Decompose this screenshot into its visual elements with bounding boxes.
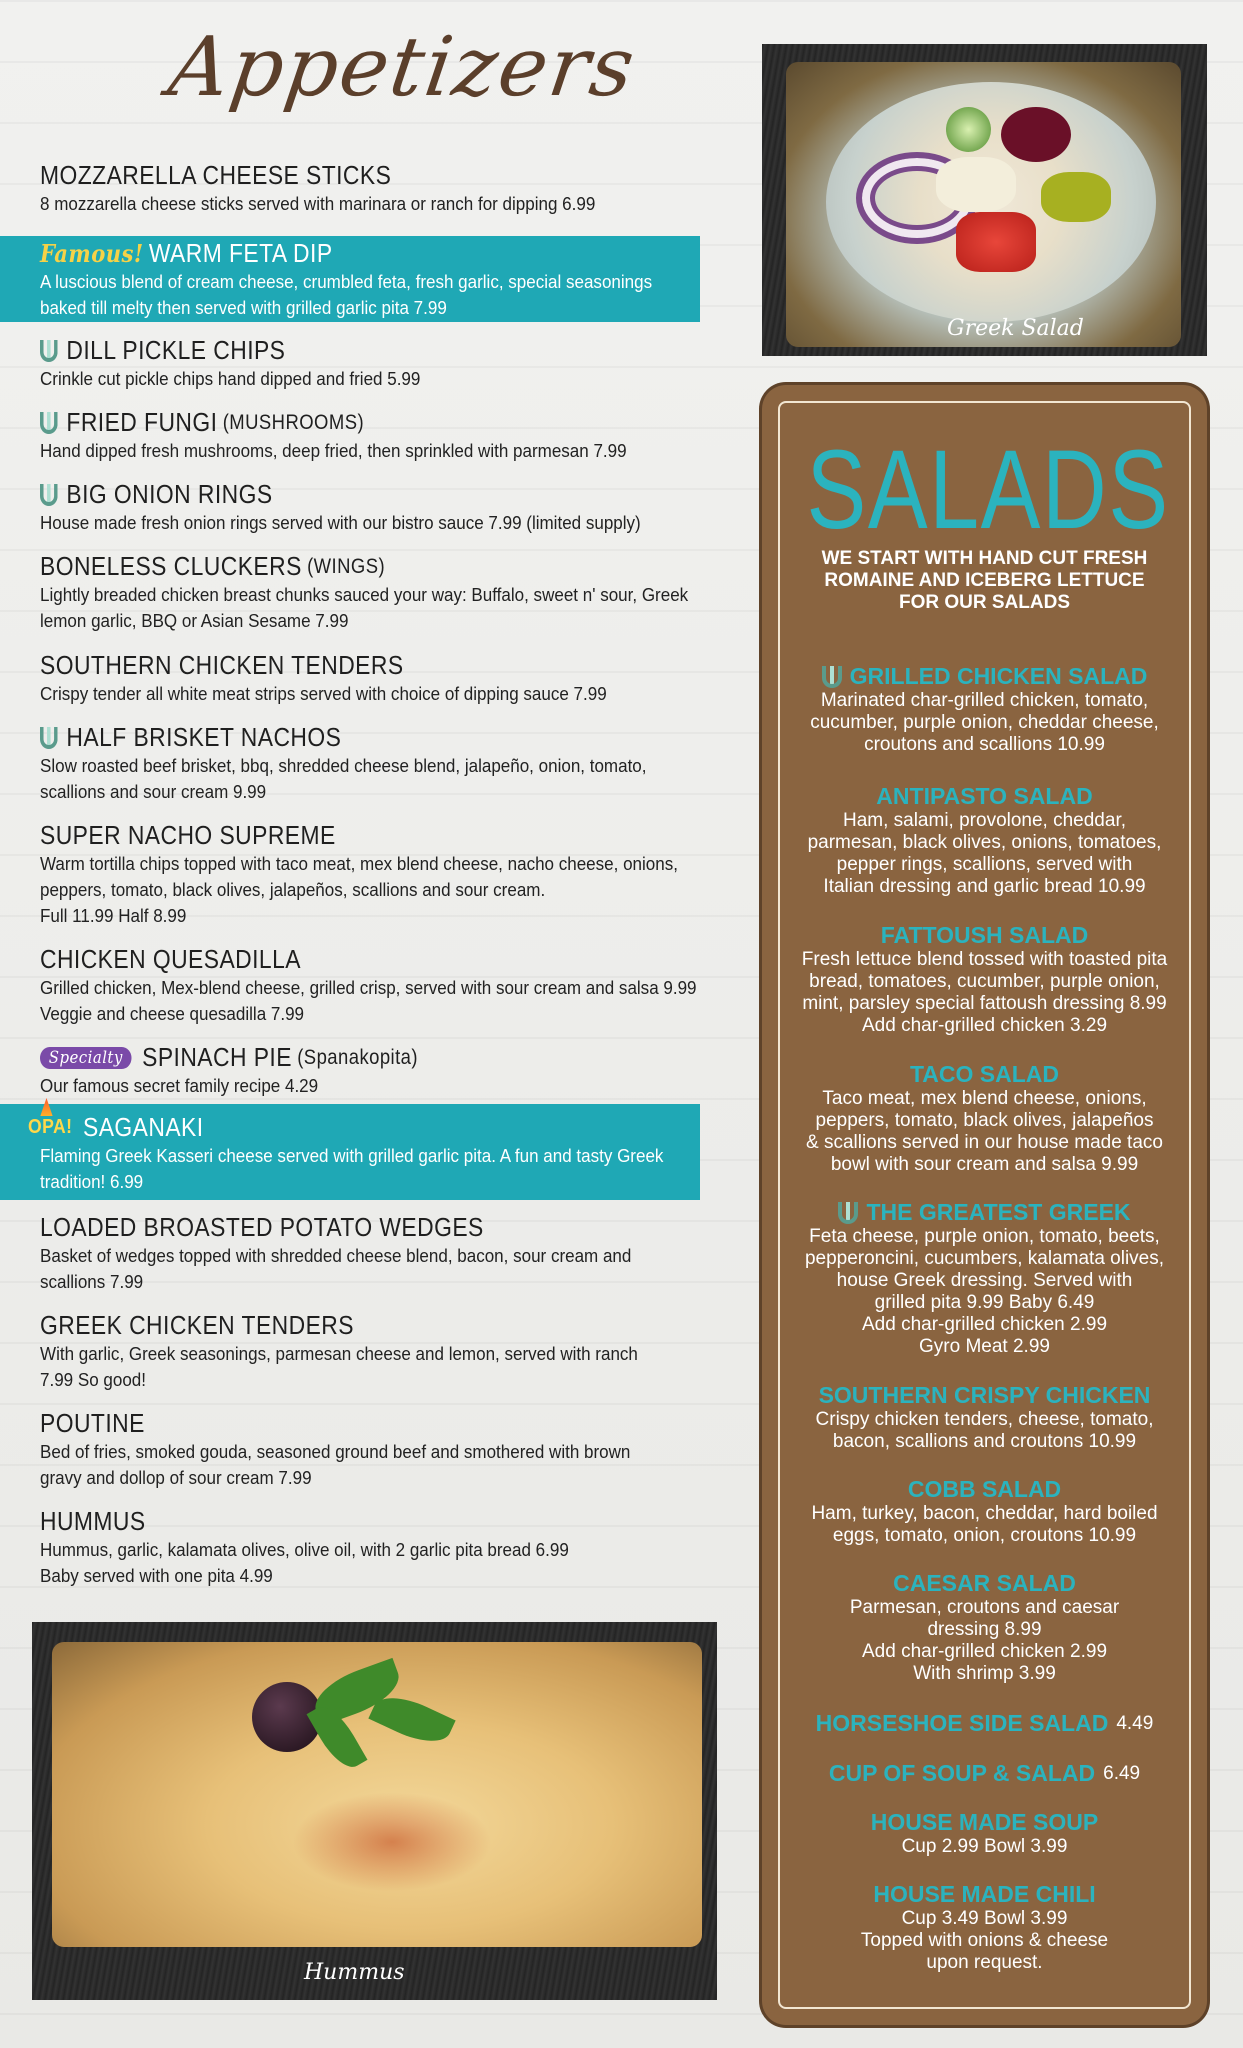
item-name: HUMMUS <box>40 1506 146 1536</box>
salad-name: COBB SALAD <box>907 1476 1062 1502</box>
item-name: SPINACH PIE <box>142 1042 292 1072</box>
menu-item <box>40 1212 720 1295</box>
menu-item <box>40 820 720 929</box>
opa-badge: OPA! <box>28 1116 73 1138</box>
salad-name: HORSESHOE SIDE SALAD <box>815 1710 1109 1736</box>
horseshoe-icon <box>40 340 58 362</box>
item-name: BONELESS CLUCKERS <box>40 551 302 581</box>
item-name: SAGANAKI <box>83 1112 204 1142</box>
horseshoe-icon <box>838 1202 858 1224</box>
item-desc-extra: Baby served with one pita 4.99 <box>40 1565 273 1586</box>
menu-item <box>28 1112 708 1195</box>
hummus-photo-frame <box>32 1622 717 2000</box>
menu-item <box>40 1042 720 1099</box>
salad-price: 6.49 <box>1103 1762 1141 1784</box>
salad-name: SOUTHERN CRISPY CHICKEN <box>818 1382 1151 1408</box>
item-desc: Lightly breaded chicken breast chunks sauced your way: Buffalo, sweet n' sour, Greek lemon garlic, BBQ or Asian Sesame 7.99 <box>40 584 689 631</box>
item-name: SUPER NACHO SUPREME <box>40 820 336 850</box>
item-desc: Grilled chicken, Mex-blend cheese, grilled crisp, served with sour cream and salsa 9.99 Veggie and cheese quesadilla 7.99 <box>40 977 697 1024</box>
menu-item <box>40 160 720 217</box>
horseshoe-icon <box>40 484 58 506</box>
item-name: POUTINE <box>40 1408 145 1438</box>
salad-item: CAESAR SALAD Parmesan, croutons and caesar dressing 8.99 Add char-grilled chicken 2.99 With shrimp 3.99 <box>762 1570 1207 1685</box>
item-desc: Warm tortilla chips topped with taco meat, mex blend cheese, nacho cheese, onions, peppers, tomato, black olives, jalapeños, scallions and sour cream. <box>40 853 678 900</box>
menu-item <box>40 1408 720 1491</box>
menu-item <box>40 238 720 321</box>
menu-item <box>40 650 720 707</box>
menu-item <box>40 944 720 1027</box>
menu-item <box>40 551 720 634</box>
item-desc: House made fresh onion rings served with our bistro sauce 7.99 (limited supply) <box>40 512 641 533</box>
item-desc: Hand dipped fresh mushrooms, deep fried, then sprinkled with parmesan 7.99 <box>40 440 627 461</box>
greek-salad-image <box>786 62 1181 347</box>
menu-item <box>40 479 720 536</box>
item-desc: Crinkle cut pickle chips hand dipped and fried 5.99 <box>40 368 421 389</box>
salad-name: ANTIPASTO SALAD <box>876 783 1093 809</box>
item-desc: Slow roasted beef brisket, bbq, shredded cheese blend, jalapeño, onion, tomato, scallions and sour cream 9.99 <box>40 755 647 802</box>
item-name: MOZZARELLA CHEESE STICKS <box>40 160 392 190</box>
salads-title: SALADS <box>806 427 1170 552</box>
salad-item: TACO SALAD Taco meat, mex blend cheese, onions, peppers, tomato, black olives, jalapeños & scallions served in our house made taco bowl with sour cream and salsa 9.99 <box>762 1061 1207 1176</box>
salad-item: SOUTHERN CRISPY CHICKEN Crispy chicken tenders, cheese, tomato, bacon, scallions and croutons 10.99 <box>762 1382 1207 1453</box>
item-name: GREEK CHICKEN TENDERS <box>40 1310 354 1340</box>
item-name: CHICKEN QUESADILLA <box>40 944 301 974</box>
item-desc: Bed of fries, smoked gouda, seasoned ground beef and smothered with brown gravy and dollop of sour cream 7.99 <box>40 1441 631 1488</box>
appetizers-heading: Appetizers <box>163 20 642 115</box>
salad-name: CUP OF SOUP & SALAD <box>828 1760 1096 1786</box>
salad-name: TACO SALAD <box>909 1061 1060 1087</box>
item-desc: Our famous secret family recipe 4.29 <box>40 1075 319 1096</box>
salad-name: FATTOUSH SALAD <box>880 922 1089 948</box>
item-name-suffix: (Spanakopita) <box>297 1045 418 1069</box>
item-desc: Crispy tender all white meat strips served with choice of dipping sauce 7.99 <box>40 683 607 704</box>
item-name: LOADED BROASTED POTATO WEDGES <box>40 1212 484 1242</box>
salads-intro: WE START WITH HAND CUT FRESH ROMAINE AND ICEBERG LETTUCE FOR OUR SALADS <box>821 548 1148 613</box>
salad-price: 4.49 <box>1116 1712 1154 1734</box>
greek-salad-photo-frame <box>762 44 1207 356</box>
item-name: DILL PICKLE CHIPS <box>66 335 286 365</box>
menu-item <box>40 1310 720 1393</box>
hummus-image <box>52 1642 702 1947</box>
item-name-suffix: (WINGS) <box>307 554 386 578</box>
menu-item <box>40 1506 720 1589</box>
salad-name: CAESAR SALAD <box>893 1570 1076 1596</box>
item-desc: With garlic, Greek seasonings, parmesan cheese and lemon, served with ranch 7.99 So good! <box>40 1343 638 1390</box>
salad-name: THE GREATEST GREEK <box>866 1199 1131 1225</box>
item-desc: A luscious blend of cream cheese, crumbled feta, fresh garlic, special seasonings baked till melty then served with grilled garlic pita 7.99 <box>40 271 653 318</box>
salad-name: HOUSE MADE SOUP <box>870 1809 1099 1835</box>
salad-item <box>762 1710 1207 1737</box>
item-desc: Flaming Greek Kasseri cheese served with grilled garlic pita. A fun and tasty Greek tradition! 6.99 <box>40 1145 664 1192</box>
salad-name: HOUSE MADE CHILI <box>873 1881 1096 1907</box>
salad-item: THE GREATEST GREEK Feta cheese, purple onion, tomato, beets, pepperoncini, cucumbers, kalamata olives, house Greek dressing. Served with grilled pita 9.99 Baby 6.49 Add char-grilled chicken 2.99 Gyro Meat 2.99 <box>804 1199 1165 1357</box>
item-name: BIG ONION RINGS <box>66 479 273 509</box>
greek-salad-caption: Greek Salad <box>947 316 1084 341</box>
item-name: FRIED FUNGI <box>66 407 218 437</box>
salad-item: COBB SALAD Ham, turkey, bacon, cheddar, hard boiled eggs, tomato, onion, croutons 10.99 <box>762 1476 1207 1547</box>
salad-item: HOUSE MADE CHILI Cup 3.49 Bowl 3.99 Topped with onions & cheese upon request. <box>762 1881 1207 1974</box>
salad-item: FATTOUSH SALAD Fresh lettuce blend tossed with toasted pita bread, tomatoes, cucumber, purple onion, mint, parsley special fattoush dressing 8.99 Add char-grilled chicken 3.29 <box>762 922 1207 1037</box>
salad-item <box>762 1760 1207 1787</box>
item-name-suffix: (MUSHROOMS) <box>222 410 365 434</box>
horseshoe-icon <box>40 412 58 434</box>
famous-badge: Famous! <box>40 239 144 268</box>
salads-panel <box>762 385 1207 2025</box>
specialty-badge: Specialty <box>40 1047 132 1069</box>
salad-name: GRILLED CHICKEN SALAD <box>849 663 1148 689</box>
item-desc: Basket of wedges topped with shredded cheese blend, bacon, sour cream and scallions 7.99 <box>40 1245 632 1292</box>
menu-item <box>40 407 720 464</box>
hummus-caption: Hummus <box>304 1960 405 1985</box>
horseshoe-icon <box>40 727 58 749</box>
salad-item: ANTIPASTO SALAD Ham, salami, provolone, cheddar, parmesan, black olives, onions, tomatoes, pepper rings, scallions, served with Italian dressing and garlic bread 10.99 <box>762 783 1207 898</box>
item-name: WARM FETA DIP <box>148 238 333 268</box>
salad-item: GRILLED CHICKEN SALAD Marinated char-grilled chicken, tomato, cucumber, purple onion, cheddar cheese, croutons and scallions 10.99 <box>810 663 1159 755</box>
item-name: SOUTHERN CHICKEN TENDERS <box>40 650 404 680</box>
salad-item: HOUSE MADE SOUP Cup 2.99 Bowl 3.99 <box>762 1809 1207 1858</box>
item-desc: 8 mozzarella cheese sticks served with marinara or ranch for dipping 6.99 <box>40 193 596 214</box>
item-desc-extra: Full 11.99 Half 8.99 <box>40 905 187 926</box>
item-name: HALF BRISKET NACHOS <box>66 722 342 752</box>
item-desc: Hummus, garlic, kalamata olives, olive oil, with 2 garlic pita bread 6.99 <box>40 1539 569 1560</box>
horseshoe-icon <box>822 666 842 688</box>
menu-item <box>40 722 720 805</box>
menu-item <box>40 335 720 392</box>
